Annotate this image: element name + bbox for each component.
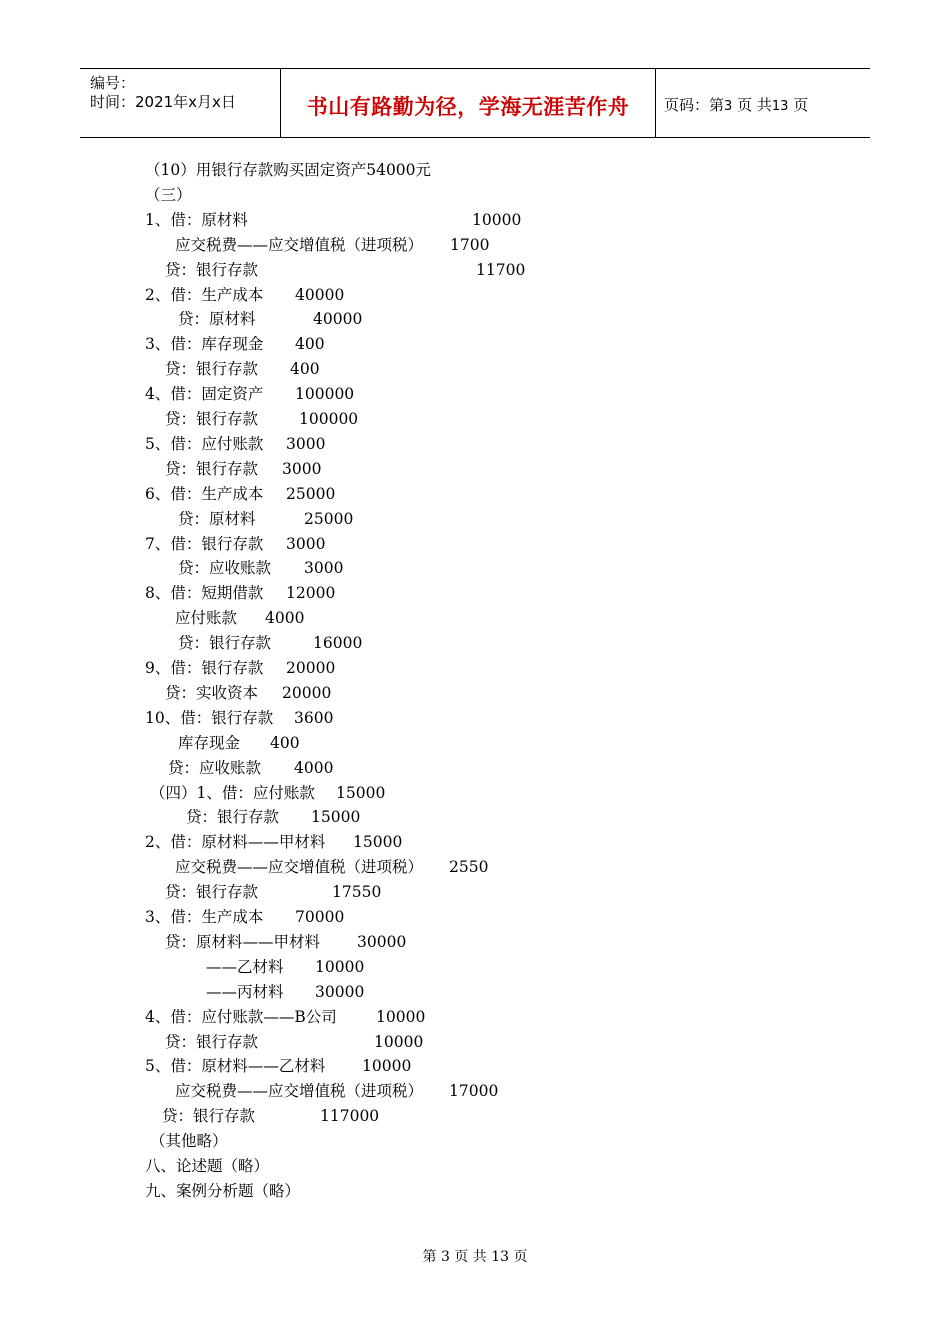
entry-text: （其他略） — [150, 1132, 228, 1151]
entry-text: 10、借：银行存款 — [145, 708, 274, 727]
entry-line — [0, 930, 950, 954]
entry-line — [0, 805, 950, 829]
entry-amount: 400 — [270, 733, 300, 752]
entry-amount: 20000 — [286, 659, 336, 677]
entry-amount: 4000 — [294, 758, 334, 777]
entry-text: 2、借：生产成本 — [145, 285, 264, 304]
entry-line — [0, 1154, 950, 1178]
entry-amount: 3000 — [286, 434, 326, 453]
entry-line — [0, 457, 950, 481]
entry-text: 6、借：生产成本 — [145, 484, 264, 503]
entry-line — [0, 781, 950, 805]
page-footer: 第 3 页 共 13 页 — [422, 1249, 528, 1265]
entry-text: 贷：银行存款 — [165, 360, 259, 379]
entry-line — [0, 532, 950, 556]
entry-line — [0, 681, 950, 705]
entry-text: 9、借：银行存款 — [145, 659, 264, 677]
entry-line — [0, 880, 950, 904]
entry-line — [0, 1129, 950, 1153]
entry-amount: 20000 — [282, 683, 332, 702]
entry-amount: 10000 — [376, 1007, 426, 1026]
entry-amount: 25000 — [286, 484, 336, 503]
entry-text: 应交税费——应交增值税（进项税） — [175, 235, 424, 254]
entry-text: （四）1、借：应付账款 — [150, 783, 315, 802]
entry-amount: 10000 — [315, 957, 365, 976]
entry-amount: 4000 — [265, 609, 305, 628]
entry-line — [0, 556, 950, 580]
entry-line — [0, 1179, 950, 1203]
entry-text: 贷：应收账款 — [178, 559, 272, 578]
entry-amount: 10000 — [472, 210, 522, 229]
entry-line — [0, 357, 950, 381]
entry-text: 3、借：库存现金 — [145, 335, 264, 354]
entry-text: 贷：银行存款 — [165, 1032, 259, 1051]
entry-text: 贷：银行存款 — [165, 883, 259, 902]
entry-amount: 30000 — [357, 932, 407, 951]
entry-line — [0, 1030, 950, 1054]
entry-amount: 100000 — [299, 410, 359, 428]
page-prefix: 页码：第 — [664, 96, 725, 114]
entry-amount: 70000 — [295, 908, 345, 926]
entry-line — [0, 507, 950, 531]
entry-amount: 30000 — [315, 982, 365, 1001]
entry-text: 3、借：生产成本 — [145, 908, 264, 926]
entry-amount: 1700 — [450, 235, 490, 254]
entry-line — [0, 407, 950, 431]
entry-line — [0, 233, 950, 257]
entry-text: 应交税费——应交增值税（进项税） — [175, 858, 424, 877]
entry-line — [0, 1104, 950, 1128]
entry-text: 贷：银行存款 — [178, 634, 272, 653]
entry-amount: 3000 — [282, 459, 322, 478]
header-motto-cell — [280, 69, 656, 137]
entry-line — [0, 855, 950, 879]
entry-line — [0, 183, 950, 207]
entry-text: 8、借：短期借款 — [145, 584, 264, 603]
entry-line — [0, 706, 950, 730]
header-page-indicator — [664, 94, 808, 115]
entry-amount: 10000 — [374, 1032, 424, 1051]
entry-line — [0, 1005, 950, 1029]
entry-line — [0, 905, 950, 929]
entry-text: 1、借：原材料 — [145, 210, 248, 229]
page-current: 3 — [724, 99, 733, 114]
entry-amount: 17550 — [332, 883, 382, 902]
entry-line — [0, 432, 950, 456]
entry-line — [0, 158, 950, 182]
entry-text: （三） — [145, 185, 192, 204]
entry-amount: 400 — [290, 360, 320, 379]
page-total: 13 — [771, 99, 789, 114]
entry-amount: 15000 — [353, 833, 403, 852]
entry-text: 贷：原材料 — [178, 509, 256, 528]
entry-line — [0, 830, 950, 854]
entry-text: 贷：银行存款 — [165, 410, 259, 428]
header-number-label: 编号： — [90, 74, 136, 92]
entry-text: 应付账款 — [175, 609, 238, 628]
header-time-label: 时间：2021年x月x日 — [90, 93, 236, 111]
entry-line — [0, 631, 950, 655]
entry-text: （10）用银行存款购买固定资产54000元 — [145, 161, 432, 179]
entry-amount: 3000 — [286, 534, 326, 553]
entry-text: 九、案例分析题（略） — [145, 1181, 301, 1200]
entry-text: 贷：实收资本 — [165, 683, 259, 702]
entry-amount: 10000 — [362, 1057, 412, 1076]
entry-amount: 400 — [295, 335, 325, 354]
entry-text: 7、借：银行存款 — [145, 534, 264, 553]
entry-text: 库存现金 — [178, 733, 241, 752]
entry-amount: 11700 — [476, 260, 526, 279]
entry-text: 贷：银行存款 — [186, 808, 280, 827]
entry-text: 2、借：原材料——甲材料 — [145, 833, 326, 852]
entry-line — [0, 606, 950, 630]
entry-line — [0, 382, 950, 406]
entry-text: 4、借：应付账款——B公司 — [145, 1007, 337, 1026]
entry-line — [0, 482, 950, 506]
entry-line — [0, 581, 950, 605]
entry-amount: 17000 — [449, 1082, 499, 1101]
entry-amount: 100000 — [295, 385, 355, 404]
entry-amount: 40000 — [295, 285, 345, 304]
page-header — [80, 68, 870, 138]
entry-amount: 25000 — [304, 509, 354, 528]
entry-text: 贷：应收账款 — [168, 758, 262, 777]
entry-line — [0, 332, 950, 356]
entry-line — [0, 731, 950, 755]
entry-text: 贷：原材料 — [178, 310, 256, 329]
entry-amount: 2550 — [449, 858, 489, 877]
entry-line — [0, 307, 950, 331]
entry-amount: 16000 — [313, 634, 363, 653]
entry-text: 贷：原材料——甲材料 — [165, 932, 321, 951]
entry-amount: 3000 — [304, 559, 344, 578]
header-motto: 书山有路勤为径，学海无涯苦作舟 — [306, 95, 630, 119]
header-meta-cell — [80, 69, 280, 137]
entry-amount: 40000 — [313, 310, 363, 329]
entry-text: 贷：银行存款 — [162, 1107, 256, 1126]
entry-line — [0, 656, 950, 680]
entry-line — [0, 258, 950, 282]
entry-line — [0, 1054, 950, 1078]
entry-text: 4、借：固定资产 — [145, 385, 264, 404]
entry-line — [0, 283, 950, 307]
entry-text: 5、借：应付账款 — [145, 434, 264, 453]
entry-amount: 117000 — [320, 1107, 380, 1126]
entry-amount: 15000 — [336, 783, 386, 802]
header-page-cell — [654, 69, 870, 137]
page-suffix: 页 — [793, 96, 809, 114]
entry-line — [0, 980, 950, 1004]
entry-text: 贷：银行存款 — [165, 260, 259, 279]
entry-line — [0, 208, 950, 232]
entry-text: 应交税费——应交增值税（进项税） — [175, 1082, 424, 1101]
entry-line — [0, 1079, 950, 1103]
entry-text: ——丙材料 — [206, 982, 284, 1001]
entry-amount: 12000 — [286, 584, 336, 603]
entry-amount: 3600 — [294, 708, 334, 727]
page-mid: 页 共 — [737, 96, 772, 114]
entry-amount: 15000 — [311, 808, 361, 827]
entry-text: 八、论述题（略） — [145, 1157, 270, 1175]
entry-line — [0, 955, 950, 979]
entry-text: 5、借：原材料——乙材料 — [145, 1057, 326, 1076]
entry-text: 贷：银行存款 — [165, 459, 259, 478]
entry-text: ——乙材料 — [206, 957, 284, 976]
entry-line — [0, 756, 950, 780]
